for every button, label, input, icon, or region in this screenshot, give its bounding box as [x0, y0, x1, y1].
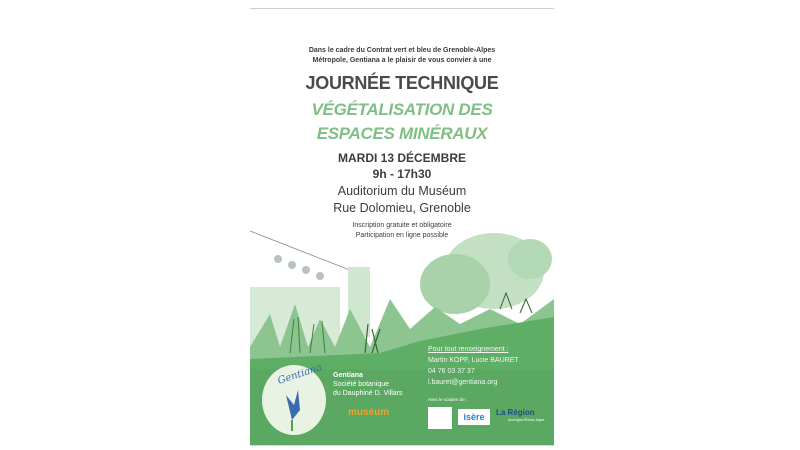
org-line-1: Société botanique — [333, 381, 390, 388]
place-line-2: Rue Dolomieu, Grenoble — [333, 201, 471, 215]
cable-car-icon — [288, 261, 296, 269]
region-logo-sub: Auvergne-Rhône-Alpes — [508, 418, 545, 422]
event-place — [250, 183, 554, 217]
intro-text — [250, 46, 554, 66]
contact-email[interactable]: l.bauret@gentiana.org — [428, 379, 498, 386]
title-vegetalisation — [250, 98, 554, 146]
intro-line-1: Dans le cadre du Contrat vert et bleu de Grenoble-Alpes — [308, 47, 496, 54]
org-name: Gentiana — [333, 372, 363, 379]
info-line-1: Inscription gratuite et obligatoire — [352, 222, 452, 229]
cable-car-icon — [274, 255, 282, 263]
cable-car-icon — [302, 266, 310, 274]
event-flyer — [250, 8, 554, 446]
place-line-1: Auditorium du Muséum — [337, 184, 467, 198]
isere-logo: isère — [458, 409, 490, 425]
support-label: Avec le soutien de : — [428, 397, 468, 402]
event-time: 9h - 17h30 — [372, 167, 432, 181]
title2-line-1: VÉGÉTALISATION DES — [311, 100, 493, 119]
info-line-2: Participation en ligne possible — [355, 232, 449, 239]
contact-phone: 04 76 03 37 37 — [428, 368, 475, 375]
museum-logo: muséum — [348, 407, 390, 418]
contact-block — [428, 344, 519, 388]
tree-shape — [420, 254, 490, 314]
tree-shape — [508, 239, 552, 279]
gentiana-logo-text: Gentiana — [276, 362, 324, 387]
title2-line-2: ESPACES MINÉRAUX — [316, 124, 488, 143]
event-date: MARDI 13 DÉCEMBRE — [337, 151, 466, 165]
metropole-logo — [428, 407, 452, 429]
region-logo: La Région — [496, 408, 535, 417]
organization-block — [333, 371, 403, 398]
intro-line-2: Métropole, Gentiana a le plaisir de vous convier à une — [312, 57, 492, 64]
cable-car-icon — [316, 272, 324, 280]
contact-heading: Pour tout renseignement : — [428, 346, 509, 353]
org-line-2: du Dauphiné D. Villars — [333, 390, 403, 397]
title-journee: JOURNÉE TECHNIQUE — [305, 73, 499, 93]
contact-names: Martin KOPF, Lucie BAURET — [428, 357, 519, 364]
